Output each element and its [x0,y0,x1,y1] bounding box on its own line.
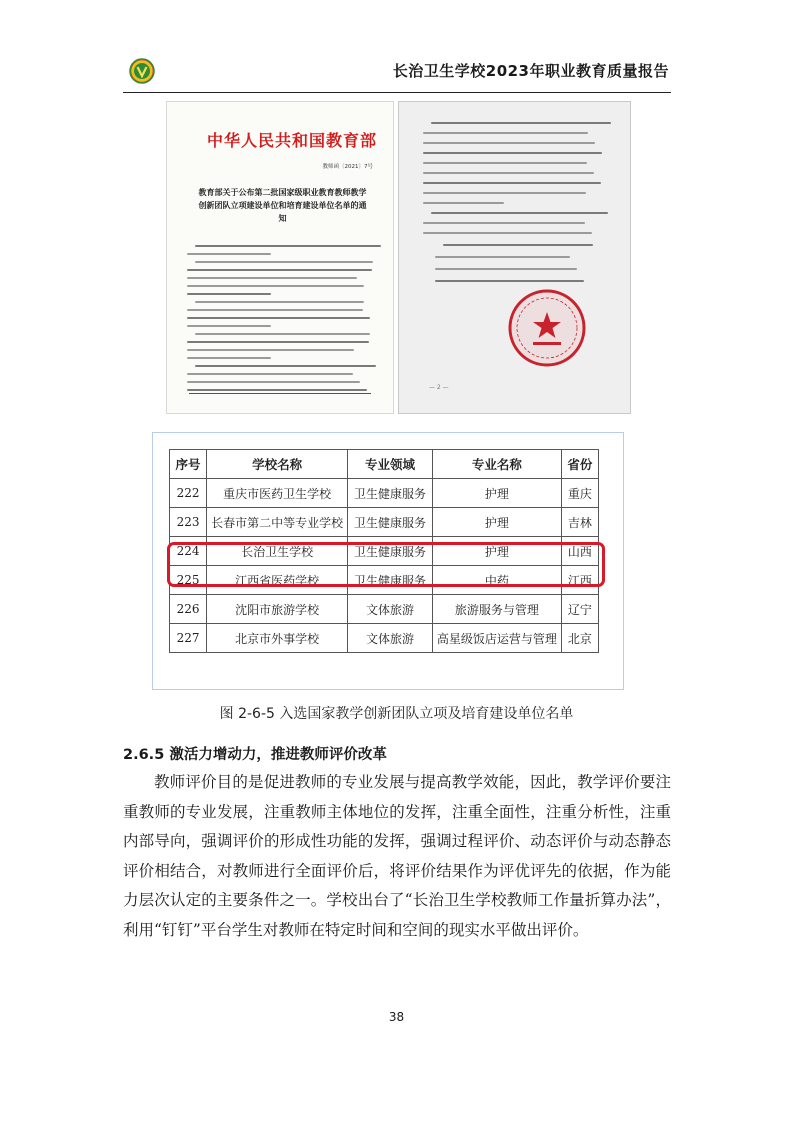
row-major: 护理 [432,508,561,537]
scan-text-line [431,212,608,214]
page-header [123,48,671,93]
table-row [170,595,599,624]
header-field: 专业领域 [348,450,433,479]
scanned-notice-page-1 [166,101,394,414]
scan-text-line [187,357,271,359]
table-row [170,508,599,537]
scan-text-line [195,301,364,303]
scan-text-line [187,341,369,343]
scan-text-line [187,389,367,391]
figure-caption: 图 2-6-5 入选国家教学创新团队立项及培育建设单位名单 [219,706,574,722]
row-major: 护理 [432,537,561,566]
row-school: 重庆市医药卫生学校 [207,479,348,508]
scan-text-line [187,317,370,319]
scan-text-line [187,269,372,271]
row-school: 沈阳市旅游学校 [207,595,348,624]
scan-text-line [443,244,593,246]
header-index: 序号 [170,450,207,479]
scan-text-line [187,253,271,255]
scan-text-line [195,261,373,263]
school-emblem-icon [129,58,155,84]
scan-text-line [431,122,611,124]
row-index: 224 [170,537,207,566]
red-underline [189,393,371,394]
row-field: 卫生健康服务 [348,479,433,508]
row-school: 长春市第二中等专业学校 [207,508,348,537]
row-major: 中药 [432,566,561,595]
page-mark: — 2 — [429,384,449,391]
scan-text-line [423,232,592,234]
red-official-seal-icon [507,288,587,368]
row-school: 江西省医药学校 [207,566,348,595]
header-major: 专业名称 [432,450,561,479]
scan-text-line [195,333,370,335]
scan-text-line [187,381,360,383]
scan-text-line [423,152,602,154]
row-province: 辽宁 [561,595,598,624]
scan-text-line [423,132,588,134]
header-school: 学校名称 [207,450,348,479]
body-paragraph: 教师评价目的是促进教师的专业发展与提高教学效能，因此，教学评价要注重教师的专业发展，注重教师主体地位的发挥，注重全面性，注重分析性，注重内部导向，强调评价的形成性功能的发挥，强调过程评价、动态评价与动态静态评价相结合，对教师进行全面评价后，将评价结果作为评优评先的依据，作为能力层次认定的主要条件之一。学校出台了“长治卫生学校教师工作量折算办法”，利用“钉钉”平台学生对教师在特定时间和空间的现实水平做出评价。 [123,773,671,939]
table-header-row [170,450,599,479]
row-field: 文体旅游 [348,624,433,653]
row-index: 222 [170,479,207,508]
row-province: 重庆 [561,479,598,508]
row-province: 山西 [561,537,598,566]
row-index: 225 [170,566,207,595]
page-number: 38 [388,1010,405,1024]
scan-text-line [435,280,584,282]
row-major: 高星级饭店运营与管理 [432,624,561,653]
notice-title: 教育部关于公布第二批国家级职业教育教师教学创新团队立项建设单位和培育建设单位名单的通知 [198,188,367,223]
document-number: 教师函〔2021〕7号 [322,164,373,170]
scan-text-line [195,365,376,367]
scan-text-line [187,373,353,375]
scan-text-line [187,293,271,295]
scan-text-line [187,309,363,311]
scan-text-line [187,285,364,287]
row-index: 226 [170,595,207,624]
highlight-box [167,542,605,587]
scan-text-line [187,277,357,279]
scan-text-line [423,202,504,204]
row-school: 长治卫生学校 [207,537,348,566]
row-index: 227 [170,624,207,653]
row-province: 北京 [561,624,598,653]
table-row [170,624,599,653]
scan-text-line [423,182,601,184]
row-major: 护理 [432,479,561,508]
row-province: 吉林 [561,508,598,537]
header-title: 长治卫生学校2023年职业教育质量报告 [392,62,669,80]
row-school: 北京市外事学校 [207,624,348,653]
row-province: 江西 [561,566,598,595]
table-row [170,479,599,508]
scan-text-line [187,349,354,351]
row-major: 旅游服务与管理 [432,595,561,624]
scan-text-line [435,256,570,258]
scan-text-line [423,162,587,164]
scan-text-line [195,245,381,247]
ministry-heading: 中华人民共和国教育部 [207,131,378,150]
school-list-figure [152,432,624,690]
row-field: 文体旅游 [348,595,433,624]
scan-text-line [423,222,585,224]
header-province: 省份 [561,450,598,479]
scan-text-line [423,142,595,144]
row-field: 卫生健康服务 [348,508,433,537]
scanned-notice-page-2 [398,101,631,414]
scan-text-line [423,192,586,194]
row-field: 卫生健康服务 [348,537,433,566]
section-heading: 2.6.5 激活力增动力，推进教师评价改革 [123,747,387,763]
scan-text-line [423,172,594,174]
scan-text-line [187,325,271,327]
row-field: 卫生健康服务 [348,566,433,595]
row-index: 223 [170,508,207,537]
scan-text-line [435,268,577,270]
